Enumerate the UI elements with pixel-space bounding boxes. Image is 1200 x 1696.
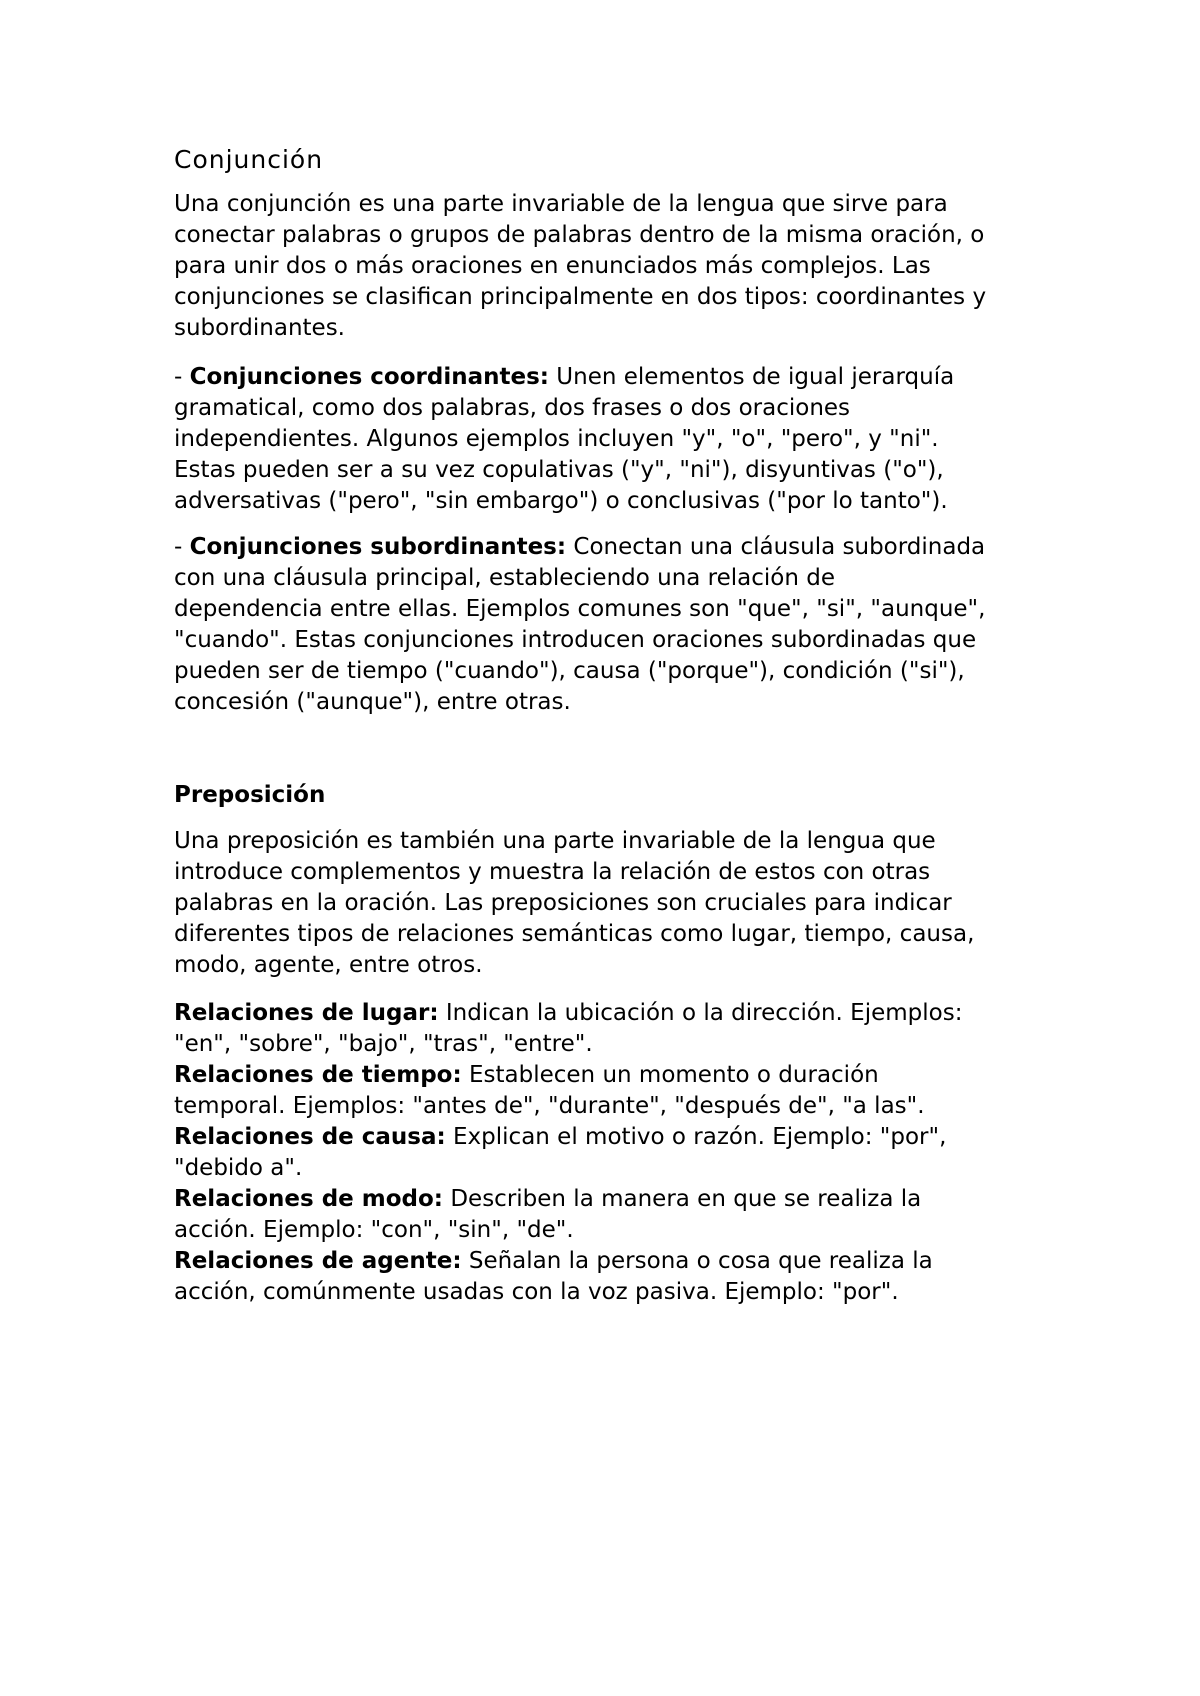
term-label: Relaciones de modo: bbox=[174, 1186, 444, 1212]
paragraph-line: acción, comúnmente usadas con la voz pasiva. Ejemplo: "por". bbox=[174, 1279, 899, 1305]
term-definition: Describen la manera en que se realiza la bbox=[443, 1186, 922, 1212]
paragraph-line bbox=[174, 998, 1054, 1029]
conjuncion-intro-paragraph bbox=[174, 189, 1054, 344]
paragraph-line: independientes. Algunos ejemplos incluyen "y", "o", "pero", y "ni". bbox=[174, 426, 939, 452]
term-definition: Explican el motivo o razón. Ejemplo: "por", bbox=[445, 1124, 947, 1150]
paragraph-line: conjunciones se clasifican principalmente en dos tipos: coordinantes y bbox=[174, 284, 987, 310]
coordinantes-paragraph bbox=[174, 362, 1054, 517]
term-definition: Establecen un momento o duración bbox=[461, 1062, 879, 1088]
paragraph-line: concesión ("aunque"), entre otras. bbox=[174, 689, 571, 715]
paragraph-line bbox=[174, 362, 1054, 393]
paragraph-line: modo, agente, entre otros. bbox=[174, 952, 483, 978]
paragraph-line: adversativas ("pero", "sin embargo") o conclusivas ("por lo tanto"). bbox=[174, 488, 948, 514]
paragraph-line: "debido a". bbox=[174, 1155, 303, 1181]
term-label: Relaciones de agente: bbox=[174, 1248, 462, 1274]
list-dash: - bbox=[174, 534, 190, 560]
paragraph-line: con una cláusula principal, estableciendo una relación de bbox=[174, 565, 836, 591]
term-definition: Conectan una cláusula subordinada bbox=[566, 534, 986, 560]
paragraph-line bbox=[174, 1060, 1054, 1091]
list-dash: - bbox=[174, 364, 190, 390]
section-title-conjuncion: Conjunción bbox=[174, 145, 324, 174]
relaciones-paragraph bbox=[174, 998, 1054, 1308]
term-label: Relaciones de causa: bbox=[174, 1124, 446, 1150]
paragraph-line: Una conjunción es una parte invariable de la lengua que sirve para bbox=[174, 191, 948, 217]
paragraph-line: temporal. Ejemplos: "antes de", "durante", "después de", "a las". bbox=[174, 1093, 925, 1119]
preposicion-intro-paragraph bbox=[174, 826, 1054, 981]
paragraph-line: Una preposición es también una parte invariable de la lengua que bbox=[174, 828, 936, 854]
paragraph-line bbox=[174, 1184, 1054, 1215]
paragraph-line: diferentes tipos de relaciones semánticas como lugar, tiempo, causa, bbox=[174, 921, 975, 947]
paragraph-line: subordinantes. bbox=[174, 315, 345, 341]
paragraph-line: Estas pueden ser a su vez copulativas ("y", "ni"), disyuntivas ("o"), bbox=[174, 457, 944, 483]
paragraph-line bbox=[174, 1122, 1054, 1153]
paragraph-line: gramatical, como dos palabras, dos frases o dos oraciones bbox=[174, 395, 851, 421]
term-label: Relaciones de lugar: bbox=[174, 1000, 439, 1026]
paragraph-line: pueden ser de tiempo ("cuando"), causa ("porque"), condición ("si"), bbox=[174, 658, 965, 684]
section-title-preposicion: Preposición bbox=[174, 782, 326, 808]
subordinantes-paragraph bbox=[174, 532, 1054, 718]
term-definition: Unen elementos de igual jerarquía bbox=[548, 364, 955, 390]
paragraph-line: acción. Ejemplo: "con", "sin", "de". bbox=[174, 1217, 574, 1243]
term-label: Relaciones de tiempo: bbox=[174, 1062, 462, 1088]
term-label: Conjunciones coordinantes: bbox=[189, 364, 549, 390]
paragraph-line: "cuando". Estas conjunciones introducen oraciones subordinadas que bbox=[174, 627, 977, 653]
paragraph-line: palabras en la oración. Las preposiciones son cruciales para indicar bbox=[174, 890, 952, 916]
term-definition: Señalan la persona o cosa que realiza la bbox=[461, 1248, 933, 1274]
paragraph-line bbox=[174, 1246, 1054, 1277]
paragraph-line: para unir dos o más oraciones en enunciados más complejos. Las bbox=[174, 253, 931, 279]
paragraph-line bbox=[174, 532, 1054, 563]
paragraph-line: conectar palabras o grupos de palabras dentro de la misma oración, o bbox=[174, 222, 985, 248]
term-label: Conjunciones subordinantes: bbox=[189, 534, 567, 560]
term-definition: Indican la ubicación o la dirección. Ejemplos: bbox=[438, 1000, 963, 1026]
paragraph-line: dependencia entre ellas. Ejemplos comunes son "que", "si", "aunque", bbox=[174, 596, 986, 622]
paragraph-line: "en", "sobre", "bajo", "tras", "entre". bbox=[174, 1031, 593, 1057]
paragraph-line: introduce complementos y muestra la relación de estos con otras bbox=[174, 859, 931, 885]
